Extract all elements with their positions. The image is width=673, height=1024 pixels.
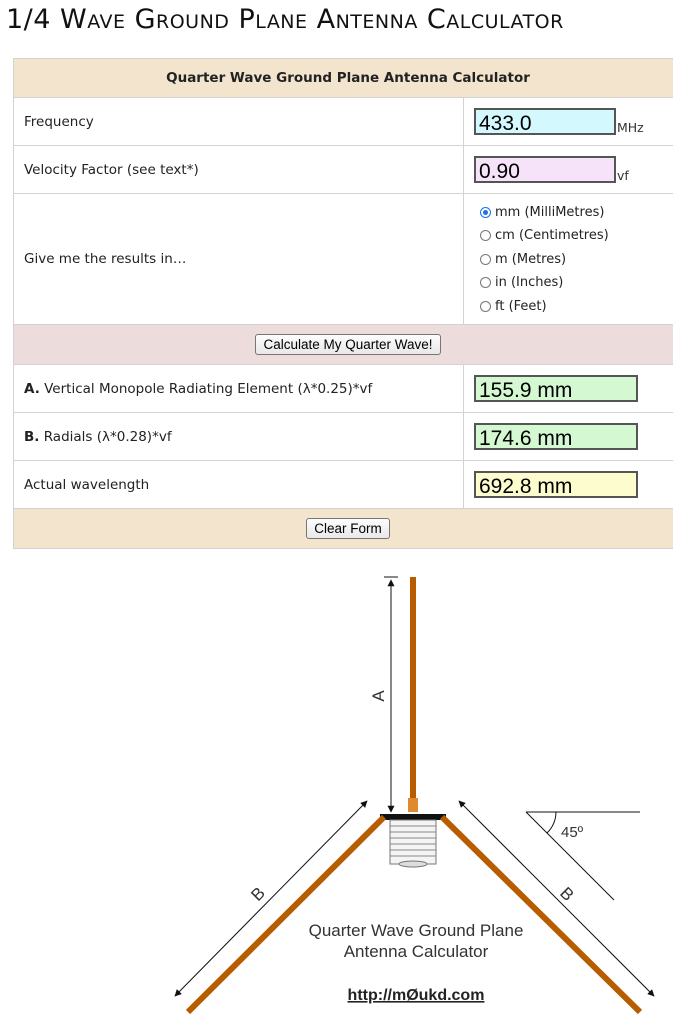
diagram-caption-line1: Quarter Wave Ground Plane: [308, 921, 524, 940]
radials-text: Radials (λ*0.28)*vf: [43, 428, 172, 445]
radials-label: [14, 413, 464, 461]
units-radio-group: [474, 194, 672, 324]
radio-button-in[interactable]: [480, 277, 491, 288]
vertical-element-letter: A.: [24, 380, 40, 397]
dimension-b-left-label: B: [247, 883, 269, 905]
calculator-table: [13, 58, 673, 549]
vertical-element-label: [14, 365, 464, 413]
radials-result[interactable]: 174.6 mm: [474, 423, 638, 450]
unit-option-ft[interactable]: [474, 294, 672, 318]
velocity-factor-label: Velocity Factor (see text*): [14, 146, 464, 194]
radio-button-mm[interactable]: [480, 207, 491, 218]
radial-left: [188, 817, 384, 1012]
wavelength-result[interactable]: 692.8 mm: [474, 471, 638, 498]
dimension-b-right: [459, 801, 654, 996]
radials-letter: B.: [24, 428, 40, 445]
radio-button-ft[interactable]: [480, 301, 491, 312]
clear-form-button[interactable]: Clear Form: [306, 518, 390, 539]
unit-option-label: mm (MilliMetres): [495, 204, 605, 220]
unit-option-mm[interactable]: [474, 200, 672, 224]
radio-button-m[interactable]: [480, 254, 491, 265]
unit-option-label: cm (Centimetres): [495, 228, 609, 243]
site-url-link[interactable]: http://mØukd.com: [347, 987, 485, 1004]
velocity-factor-input[interactable]: 0.90: [474, 156, 616, 183]
vertical-element-result[interactable]: 155.9 mm: [474, 375, 638, 402]
radial-right: [442, 817, 640, 1012]
unit-option-in[interactable]: [474, 271, 672, 295]
unit-option-label: in (Inches): [495, 275, 564, 290]
unit-option-label: m (Metres): [495, 251, 567, 267]
frequency-input[interactable]: 433.0: [474, 108, 616, 135]
connector-icon: [390, 820, 436, 867]
vertical-element-text: Vertical Monopole Radiating Element (λ*0.25)*vf: [44, 380, 373, 397]
unit-option-label: ft (Feet): [495, 298, 547, 314]
calculate-button[interactable]: Calculate My Quarter Wave!: [255, 334, 440, 355]
frequency-unit: MHz: [617, 119, 644, 135]
unit-option-cm[interactable]: [474, 224, 672, 248]
units-label: Give me the results in…: [14, 194, 464, 325]
dimension-a: [369, 577, 398, 812]
dimension-b-left: [175, 801, 367, 996]
calculator-header: Quarter Wave Ground Plane Antenna Calculator: [14, 59, 673, 98]
angle-indicator: [526, 812, 640, 900]
radio-button-cm[interactable]: [480, 230, 491, 241]
frequency-label: Frequency: [14, 98, 464, 146]
velocity-factor-unit: vf: [617, 167, 629, 183]
angle-label: 45º: [561, 824, 584, 841]
feed-point: [408, 798, 418, 812]
diagram-caption-line2: Antenna Calculator: [343, 942, 489, 961]
ground-plate: [380, 814, 446, 820]
wavelength-label: Actual wavelength: [14, 461, 464, 509]
page-title: 1/4 Wave Ground Plane Antenna Calculator: [6, 4, 564, 35]
dimension-b-right-label: B: [556, 883, 578, 905]
dimension-a-label: A: [369, 690, 388, 702]
unit-option-m[interactable]: [474, 247, 672, 271]
antenna-diagram: [0, 560, 673, 1024]
